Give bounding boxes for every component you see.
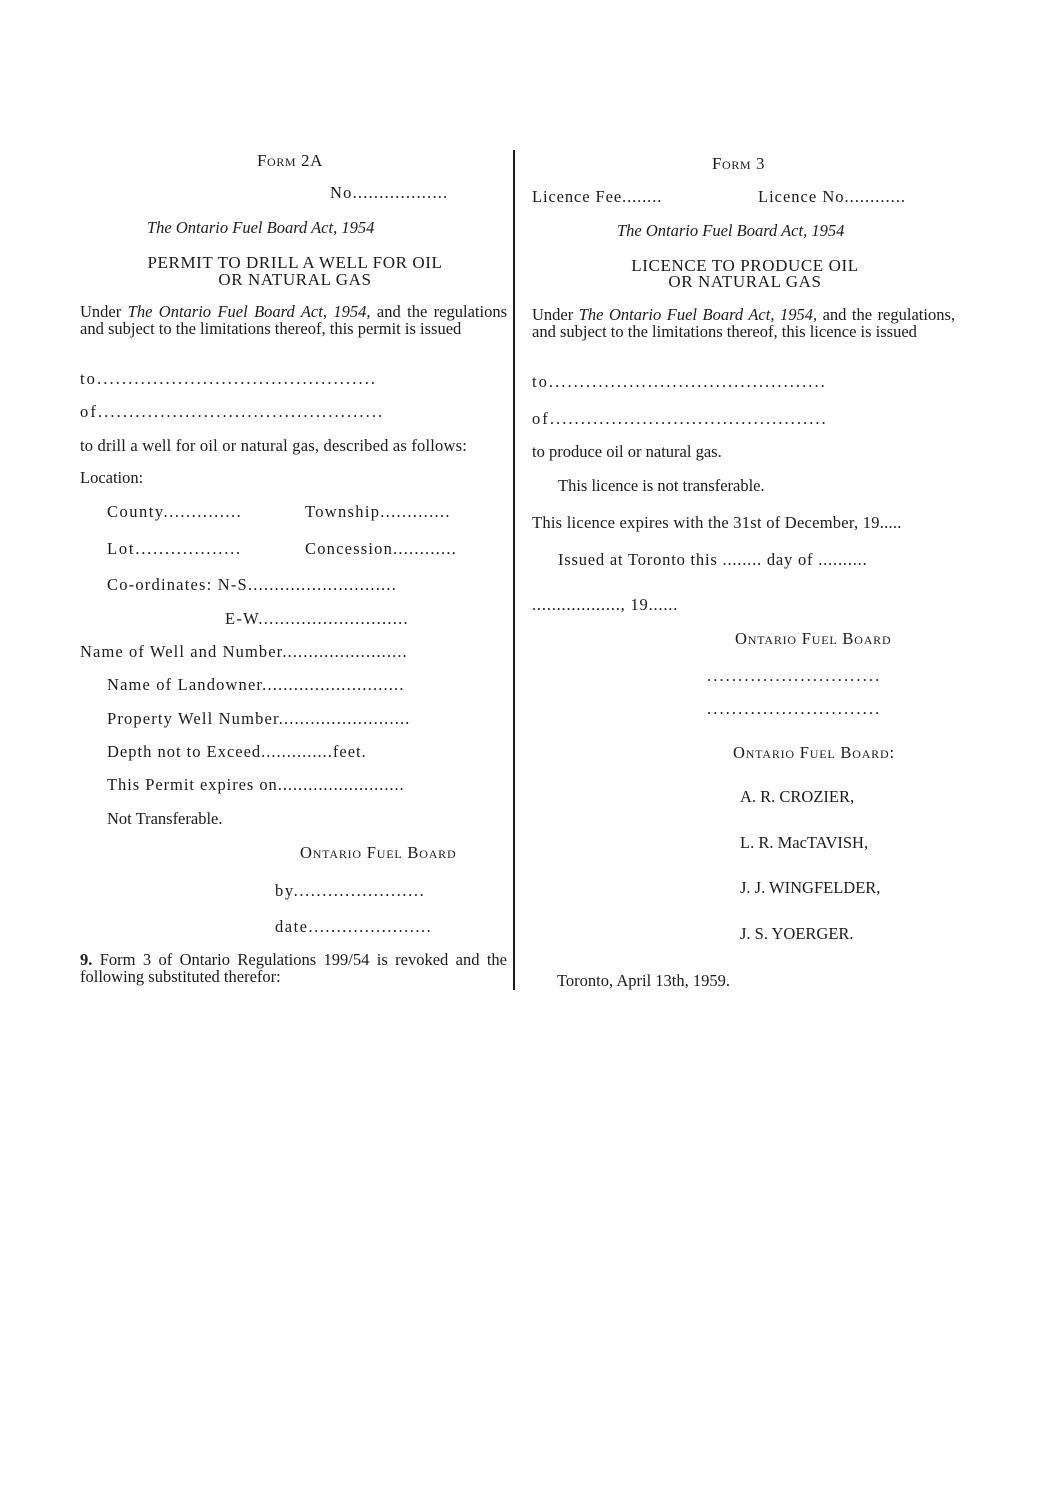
intro-act-name-right: The Ontario Fuel Board Act, 1954, xyxy=(578,305,818,324)
section-9-paragraph xyxy=(80,951,507,985)
lot-field: Lot.................. xyxy=(107,539,242,558)
member-mactavish: L. R. MacTAVISH, xyxy=(740,833,869,852)
signature-line-1: ............................ xyxy=(707,666,882,685)
act-title: The Ontario Fuel Board Act, 1954 xyxy=(147,218,375,237)
county-field: County.............. xyxy=(107,502,243,521)
township-field: Township............. xyxy=(305,502,451,521)
date-field: date...................... xyxy=(275,917,433,936)
section-number: 9. xyxy=(80,950,93,969)
by-field: by....................... xyxy=(275,881,426,900)
of-field-right: of............................................. xyxy=(532,409,828,428)
coordinates-ew-field: E-W............................ xyxy=(225,609,409,628)
depth-field: Depth not to Exceed..............feet. xyxy=(107,742,367,761)
licence-expiry-field: This licence expires with the 31st of December, 19..... xyxy=(532,513,902,532)
intro-act-name: The Ontario Fuel Board Act, 1954, xyxy=(127,302,371,321)
signature-line-2: ............................ xyxy=(707,699,882,718)
licence-fee-field: Licence Fee........ xyxy=(532,187,663,206)
licence-number-field: Licence No............ xyxy=(758,187,906,206)
licence-heading-line-2: OR NATURAL GAS xyxy=(668,272,822,291)
intro-rest-right: and the regulations, and subject to the limitations thereof, this licence is issued xyxy=(532,305,956,341)
board-members-heading: Ontario Fuel Board: xyxy=(733,743,895,762)
form-3-title: Form 3 xyxy=(712,154,766,173)
column-divider xyxy=(513,150,515,990)
permit-heading-line-2: OR NATURAL GAS xyxy=(218,270,372,289)
produce-description: to produce oil or natural gas. xyxy=(532,442,722,461)
act-title-right: The Ontario Fuel Board Act, 1954 xyxy=(617,221,845,240)
form-2a-title: Form 2A xyxy=(257,151,324,170)
board-name-right: Ontario Fuel Board xyxy=(735,629,892,648)
well-name-field: Name of Well and Number........................ xyxy=(80,642,408,661)
licence-intro-paragraph xyxy=(532,306,955,340)
not-transferable-right: This licence is not transferable. xyxy=(558,476,765,495)
permit-number-line: No.................. xyxy=(330,183,449,202)
of-field: of.............................................. xyxy=(80,402,385,421)
permit-heading-line-1: PERMIT TO DRILL A WELL FOR OIL xyxy=(147,253,443,272)
to-field: to............................................. xyxy=(80,369,378,388)
intro-prefix-right: Under xyxy=(532,305,579,324)
location-label: Location: xyxy=(80,468,144,487)
intro-prefix: Under xyxy=(80,302,128,321)
member-wingfelder: J. J. WINGFELDER, xyxy=(740,878,881,897)
concession-field: Concession............ xyxy=(305,539,457,558)
issued-year-field: .................., 19...... xyxy=(532,595,679,614)
date-and-place: Toronto, April 13th, 1959. xyxy=(557,971,731,990)
member-yoerger: J. S. YOERGER. xyxy=(740,924,854,943)
to-field-right: to............................................. xyxy=(532,372,827,391)
property-well-field: Property Well Number......................... xyxy=(107,709,411,728)
intro-rest: and the regulations and subject to the limitations thereof, this permit is issued xyxy=(80,302,507,338)
not-transferable-note: Not Transferable. xyxy=(107,809,223,828)
coordinates-ns-field: Co-ordinates: N-S............................ xyxy=(107,575,398,594)
issued-at-field: Issued at Toronto this ........ day of .......... xyxy=(558,550,868,569)
drill-description: to drill a well for oil or natural gas, described as follows: xyxy=(80,436,468,455)
permit-expiry-field: This Permit expires on......................... xyxy=(107,775,405,794)
licence-heading-line-1: LICENCE TO PRODUCE OIL xyxy=(631,256,859,275)
board-name: Ontario Fuel Board xyxy=(300,843,457,862)
landowner-field: Name of Landowner........................... xyxy=(107,675,405,694)
member-crozier: A. R. CROZIER, xyxy=(740,787,855,806)
permit-intro-paragraph xyxy=(80,303,507,337)
section-text: Form 3 of Ontario Regulations 199/54 is revoked and the following substituted therefor: xyxy=(80,950,507,986)
